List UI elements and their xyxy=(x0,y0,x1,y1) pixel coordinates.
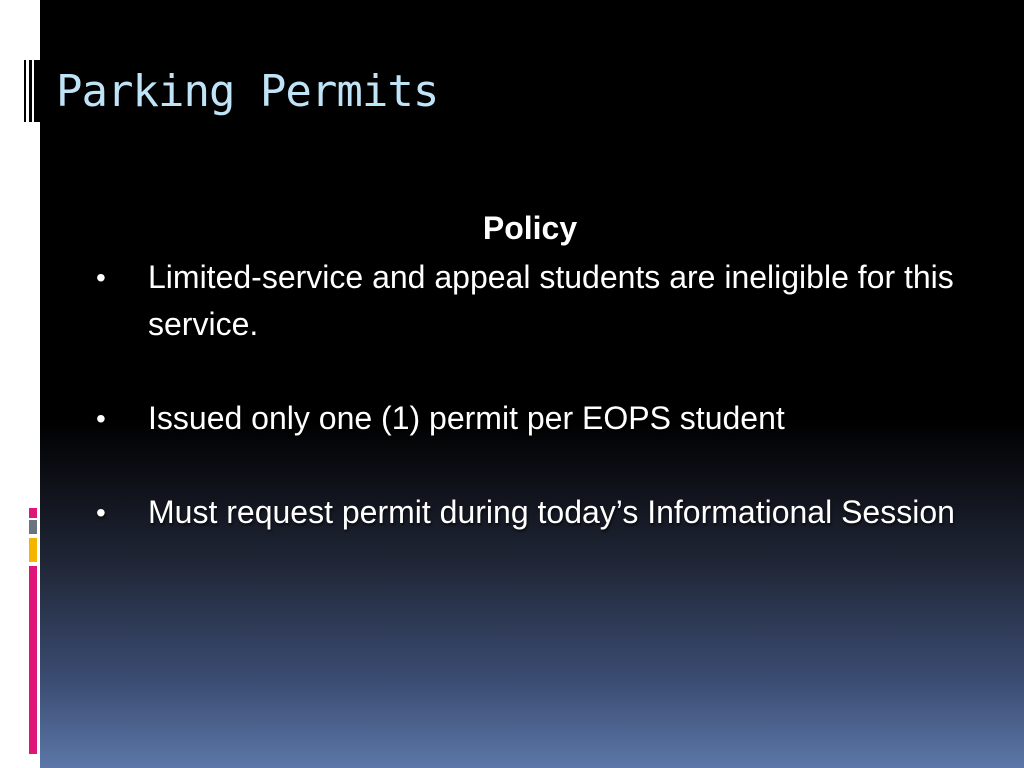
accent-bar-gray xyxy=(29,520,37,534)
accent-bar-pink-long xyxy=(29,566,37,754)
title-decoration-bars xyxy=(24,60,40,122)
bullet-item xyxy=(96,395,1016,442)
bullet-item xyxy=(96,489,1016,536)
bullet-text: Issued only one (1) permit per EOPS student xyxy=(148,400,785,436)
bullet-text: Must request permit during today’s Informational Session xyxy=(148,494,955,530)
bullet-text: Limited-service and appeal students are ineligible for this service. xyxy=(148,259,954,342)
bullet-list xyxy=(96,254,1016,583)
slide-title: Parking Permits xyxy=(56,66,439,117)
bullet-icon: • xyxy=(96,497,106,528)
bullet-icon: • xyxy=(96,262,106,293)
policy-heading: Policy xyxy=(482,210,578,246)
accent-bar-yellow xyxy=(29,538,37,562)
bullet-item xyxy=(96,254,1016,348)
accent-bar-pink-top xyxy=(29,508,37,518)
bullet-icon: • xyxy=(96,403,106,434)
